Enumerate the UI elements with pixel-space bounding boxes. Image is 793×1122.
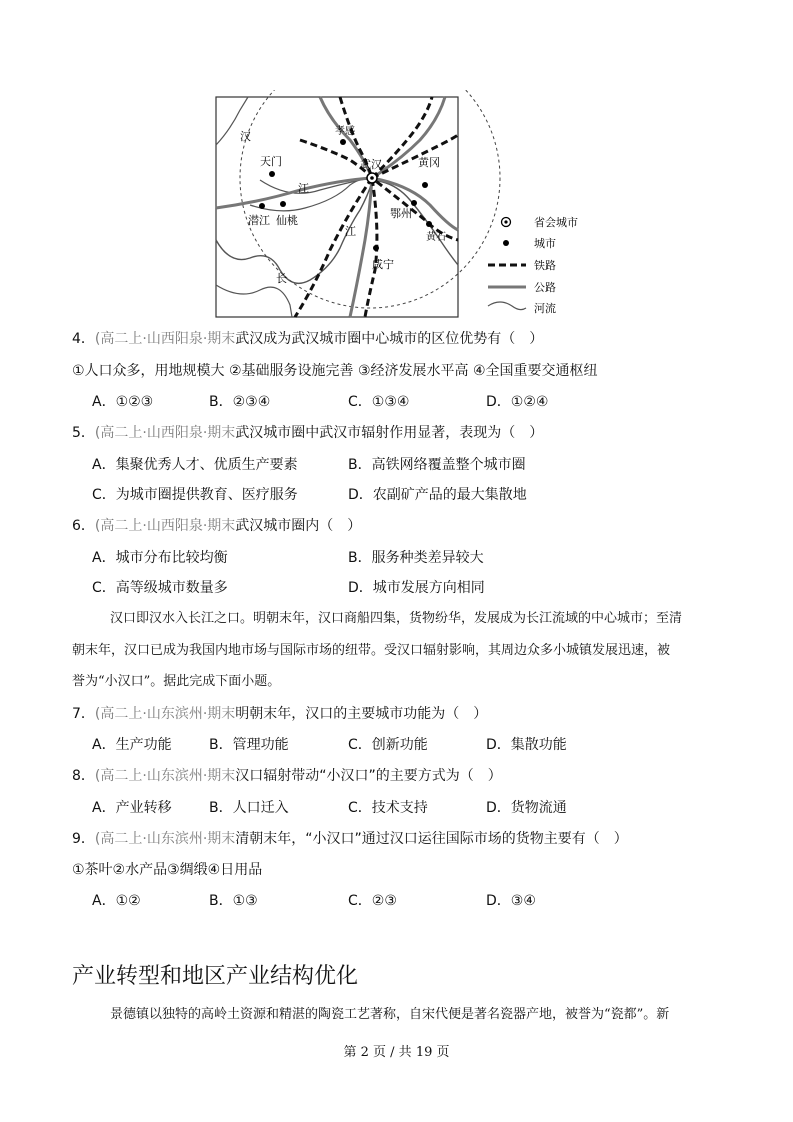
q7-option-d[interactable]: D．集散功能 <box>486 737 567 753</box>
q8-option-c[interactable]: C．技术支持 <box>348 800 428 816</box>
label-tianmen: 天门 <box>260 155 282 168</box>
q4-option-d[interactable]: D．①②④ <box>486 394 549 410</box>
q9-option-a[interactable]: A．①② <box>92 893 141 909</box>
huanggang-marker <box>422 182 428 188</box>
legend-city-label: 城市 <box>534 237 556 250</box>
question-9-stem: 9．(高二上·山东滨州·期末清朝末年，“小汉口”通过汉口运往国际市场的货物主要有（ ） <box>72 831 628 847</box>
question-5-stem: 5．(高二上·山西阳泉·期末武汉城市圈中武汉市辐射作用显著，表现为（ ） <box>72 425 544 441</box>
huangshi-marker <box>426 221 432 227</box>
question-source: (高二上·山西阳泉·期末 <box>94 425 236 441</box>
page-footer: 第 2 页 / 共 19 页 <box>343 1045 450 1060</box>
label-chang: 长 <box>276 272 287 285</box>
xiaogan-marker <box>340 139 346 145</box>
question-source: (高二上·山东滨州·期末 <box>94 831 236 847</box>
q7-option-a[interactable]: A．生产功能 <box>92 737 172 753</box>
q7-option-b[interactable]: B．管理功能 <box>209 737 289 753</box>
legend-river-icon <box>488 302 526 310</box>
q6-option-a[interactable]: A．城市分布比较均衡 <box>92 550 228 566</box>
q9-option-b[interactable]: B．①③ <box>209 893 258 909</box>
passage-line-2: 朝末年，汉口已成为我国内地市场与国际市场的纽带。受汉口辐射影响，其周边众多小城镇发展迅速，被 <box>72 643 671 658</box>
q6-option-d[interactable]: D．城市发展方向相同 <box>348 580 485 596</box>
label-jiang-upper: 江 <box>298 182 309 195</box>
label-huangshi: 黄石 <box>426 232 446 243</box>
question-9-statements: ①茶叶②水产品③绸缎④日用品 <box>72 862 263 878</box>
legend-city-icon <box>503 240 509 246</box>
q5-option-c[interactable]: C．为城市圈提供教育、医疗服务 <box>92 487 298 503</box>
question-source: (高二上·山东滨州·期末 <box>94 768 236 784</box>
map-figure <box>200 90 600 322</box>
qianjiang-marker <box>259 203 265 209</box>
legend-railway-label: 铁路 <box>534 259 556 272</box>
question-source: (高二上·山东滨州·期末 <box>94 706 236 722</box>
label-jiang-lower: 江 <box>345 225 356 238</box>
label-qianjiang: 潜江 <box>248 214 270 227</box>
question-source: (高二上·山西阳泉·期末 <box>94 518 236 534</box>
label-xianning: 咸宁 <box>372 258 394 271</box>
map-legend <box>488 215 578 315</box>
label-xiaogan: 孝感 <box>335 126 355 137</box>
xianning-marker <box>373 245 379 251</box>
q9-option-c[interactable]: C．②③ <box>348 893 397 909</box>
label-ezhou: 鄂州 <box>390 207 412 220</box>
question-7-stem: 7．(高二上·山东滨州·期末明朝末年，汉口的主要城市功能为（ ） <box>72 706 488 722</box>
q4-option-a[interactable]: A．①②③ <box>92 394 154 410</box>
q8-option-b[interactable]: B．人口迁入 <box>209 800 289 816</box>
q4-option-c[interactable]: C．①③④ <box>348 394 410 410</box>
q9-option-d[interactable]: D．③④ <box>486 893 536 909</box>
section-intro-text: 景德镇以独特的高岭土资源和精湛的陶瓷工艺著称，自宋代便是著名瓷器产地，被誉为“瓷都”。新 <box>110 1007 670 1022</box>
section-title: 产业转型和地区产业结构优化 <box>72 964 359 989</box>
question-source: (高二上·山西阳泉·期末 <box>94 331 236 347</box>
xiantao-marker <box>280 201 286 207</box>
q8-option-d[interactable]: D．货物流通 <box>486 800 567 816</box>
passage-line-3: 誉为“小汉口”。据此完成下面小题。 <box>72 674 281 689</box>
q5-option-b[interactable]: B．高铁网络覆盖整个城市圈 <box>348 457 526 473</box>
question-4-statements: ①人口众多，用地规模大 ②基础服务设施完善 ③经济发展水平高 ④全国重要交通枢纽 <box>72 363 598 379</box>
q4-option-b[interactable]: B．②③④ <box>209 394 271 410</box>
label-huanggang: 黄冈 <box>418 156 440 169</box>
q5-option-d[interactable]: D．农副矿产品的最大集散地 <box>348 487 527 503</box>
q6-option-c[interactable]: C．高等级城市数量多 <box>92 580 228 596</box>
ezhou-marker <box>411 200 417 206</box>
question-4-stem: 4．(高二上·山西阳泉·期末武汉成为武汉城市圈中心城市的区位优势有（ ） <box>72 331 544 347</box>
wuhan-city-circle-map <box>200 90 600 322</box>
passage-line-1: 汉口即汉水入长江之口。明朝末年，汉口商船四集，货物纷华，发展成为长江流域的中心城市；至清 <box>110 611 683 626</box>
label-han: 汉 <box>240 130 251 143</box>
legend-capital-label: 省会城市 <box>534 216 578 229</box>
question-6-stem: 6．(高二上·山西阳泉·期末武汉城市圈内（ ） <box>72 518 362 534</box>
question-8-stem: 8．(高二上·山东滨州·期末汉口辐射带动“小汉口”的主要方式为（ ） <box>72 768 502 784</box>
label-xiantao: 仙桃 <box>276 214 298 227</box>
legend-highway-label: 公路 <box>534 281 556 294</box>
tianmen-marker <box>269 171 275 177</box>
q8-option-a[interactable]: A．产业转移 <box>92 800 172 816</box>
q5-option-a[interactable]: A．集聚优秀人才、优质生产要素 <box>92 457 298 473</box>
q6-option-b[interactable]: B．服务种类差异较大 <box>348 550 484 566</box>
label-wuhan: 武汉 <box>360 158 382 171</box>
q7-option-c[interactable]: C．创新功能 <box>348 737 428 753</box>
legend-river-label: 河流 <box>534 302 556 315</box>
